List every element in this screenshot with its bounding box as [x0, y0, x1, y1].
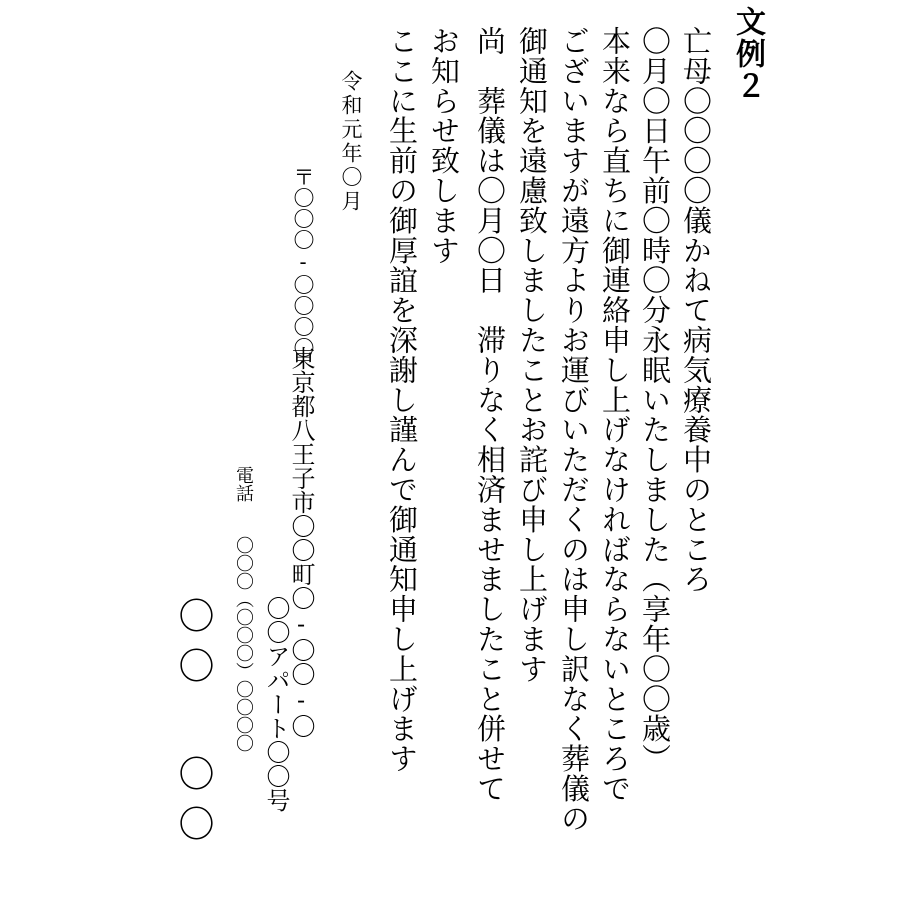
- body-line-6: 尚 葬儀は〇月〇日 滞りなく相済ませましたこと併せて: [473, 26, 507, 804]
- address-city: 東京都八王子市〇〇町〇‐〇〇‐〇: [287, 346, 315, 738]
- body-line-1: 亡母〇〇〇〇儀かねて病気療養中のところ: [679, 26, 713, 595]
- address-building: 〇〇アパート〇〇号: [262, 596, 290, 812]
- date: 令和元年〇月: [339, 70, 363, 214]
- phone-number: 〇〇〇（〇〇〇）〇〇〇〇: [233, 536, 254, 752]
- body-line-8: ここに生前の御厚誼を深謝し謹んで御通知申し上げます: [385, 26, 419, 774]
- body-line-3: 本来なら直ちに御連絡申し上げなければならないところで: [598, 26, 632, 804]
- body-line-4: ございますが遠方よりお運びいただくのは申し訳なく葬儀の: [557, 26, 591, 834]
- body-line-7: お知らせ致します: [427, 26, 461, 266]
- sender-family-name: 〇〇: [173, 597, 214, 697]
- sender-name: [173, 597, 214, 855]
- phone-label: 電話: [233, 466, 254, 502]
- page-title: 文例２: [730, 6, 765, 102]
- postal-code: 〒〇〇〇‐〇〇〇〇: [291, 166, 315, 358]
- sender-given-name: 〇〇: [173, 755, 214, 855]
- body-line-5: 御通知を遠慮致しましたことお詫び申し上げます: [515, 26, 549, 684]
- body-line-2: 〇月〇日午前〇時〇分永眠いたしました（享年〇〇歳）: [638, 26, 672, 774]
